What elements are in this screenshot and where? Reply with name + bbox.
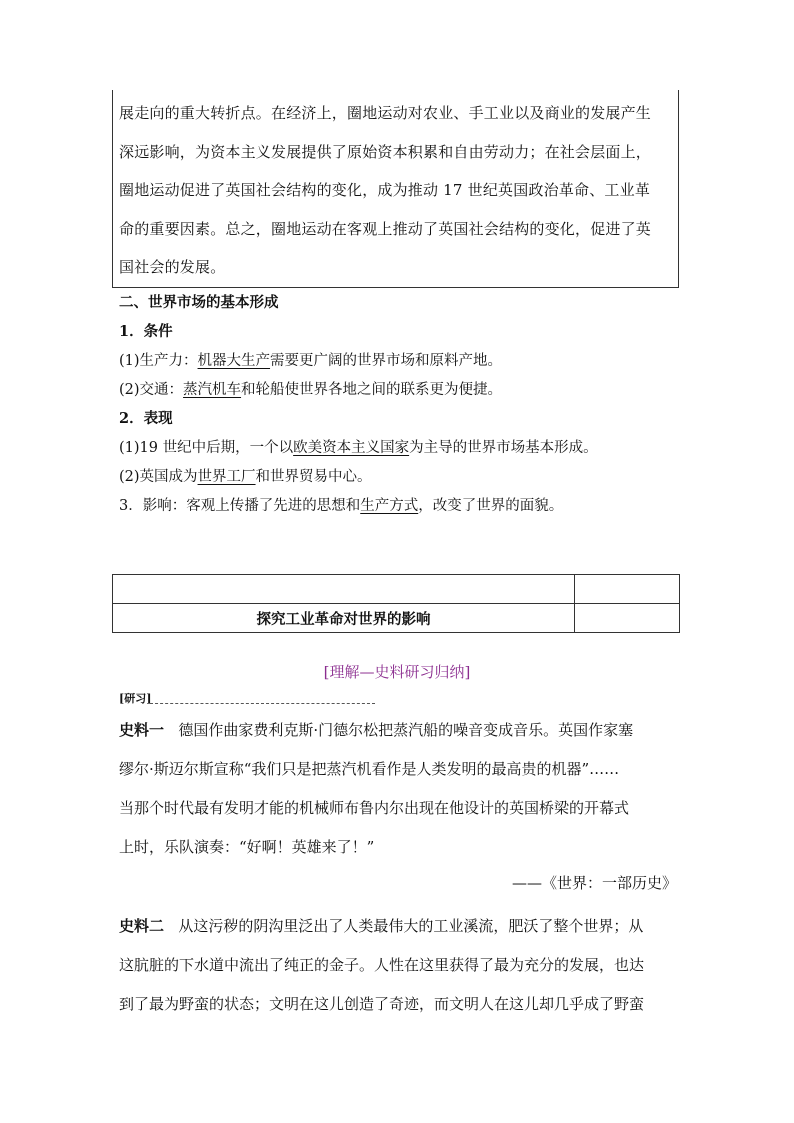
underlined-term: 蒸汽机车 — [183, 382, 242, 398]
text: 3．影响：客观上传播了先进的思想和 — [119, 498, 361, 514]
text: 德国作曲家费利克斯·门德尔松把蒸汽船的噪音变成音乐。英国作家塞 — [178, 721, 634, 739]
text: 和轮船使世界各地之间的联系更为便捷。 — [241, 382, 503, 398]
text: 为主导的世界市场基本形成。 — [409, 440, 598, 456]
inquiry-title: 探究工业革命对世界的影响 — [256, 611, 431, 628]
material-1-line-2: 缪尔·斯迈尔斯宣称“我们只是把蒸汽机看作是人类发明的最高贵的机器”…… — [119, 760, 620, 778]
enclosure-passage-box — [112, 90, 679, 288]
performance-item-1 — [119, 436, 598, 457]
material-2-label: 史料二 — [119, 917, 165, 935]
material-1-line-1 — [119, 711, 679, 750]
material-1-line-3: 当那个时代最有发明才能的机械师布鲁内尔出现在他设计的英国桥梁的开幕式 — [119, 799, 630, 817]
inquiry-table — [112, 574, 680, 633]
performance-title: 2．表现 — [119, 410, 173, 427]
text: (2)交通： — [119, 382, 184, 398]
table-divider — [574, 575, 575, 632]
section-heading-study: [理解—史料研习归纳] — [323, 663, 471, 681]
text: 需要更广阔的世界市场和原料产地。 — [270, 353, 503, 369]
underlined-term: 世界工厂 — [197, 469, 256, 485]
study-tag: [研习] — [119, 692, 152, 705]
underlined-term: 欧美资本主义国家 — [293, 440, 410, 456]
material-1-label: 史料一 — [119, 721, 165, 739]
material-2-line-2: 这肮脏的下水道中流出了纯正的金子。人性在这里获得了最为充分的发展，也达 — [119, 956, 645, 974]
conditions-title: 1．条件 — [119, 323, 173, 340]
condition-productivity — [119, 349, 502, 370]
underlined-term: 生产方式 — [360, 498, 419, 514]
impact-line — [119, 494, 563, 515]
text: 和世界贸易中心。 — [255, 469, 372, 485]
material-1-source: ——《世界：一部历史》 — [511, 874, 677, 892]
performance-item-2 — [119, 465, 372, 486]
box-line: 命的重要因素。总之，圈地运动在客观上推动了英国社会结构的变化，促进了英 — [119, 219, 652, 238]
box-line: 深远影响，为资本主义发展提供了原始资本积累和自由劳动力；在社会层面上， — [119, 142, 652, 161]
material-1-line-4: 上时，乐队演奏：“好啊！英雄来了！” — [119, 838, 375, 856]
text: (2)英国成为 — [119, 469, 198, 485]
text: 从这污秽的阴沟里泛出了人类最伟大的工业溪流，肥沃了整个世界；从 — [178, 917, 644, 935]
condition-transport — [119, 378, 502, 399]
dashed-rule — [150, 703, 375, 704]
box-line: 展走向的重大转折点。在经济上，圈地运动对农业、手工业以及商业的发展产生 — [119, 104, 652, 122]
box-line: 圈地运动促进了英国社会结构的变化，成为推动 17 世纪英国政治革命、工业革 — [119, 181, 651, 199]
text: ，改变了世界的面貌。 — [418, 498, 564, 514]
material-2-line-1 — [119, 907, 679, 946]
material-2-line-3: 到了最为野蛮的状态；文明在这儿创造了奇迹，而文明人在这儿却几乎成了野蛮 — [119, 995, 645, 1013]
underlined-term: 机器大生产 — [197, 353, 271, 369]
section-heading-world-market: 二、世界市场的基本形成 — [119, 294, 279, 311]
text: (1)19 世纪中后期，一个以 — [119, 440, 294, 456]
box-line: 国社会的发展。 — [119, 258, 226, 276]
text: (1)生产力： — [119, 353, 198, 369]
